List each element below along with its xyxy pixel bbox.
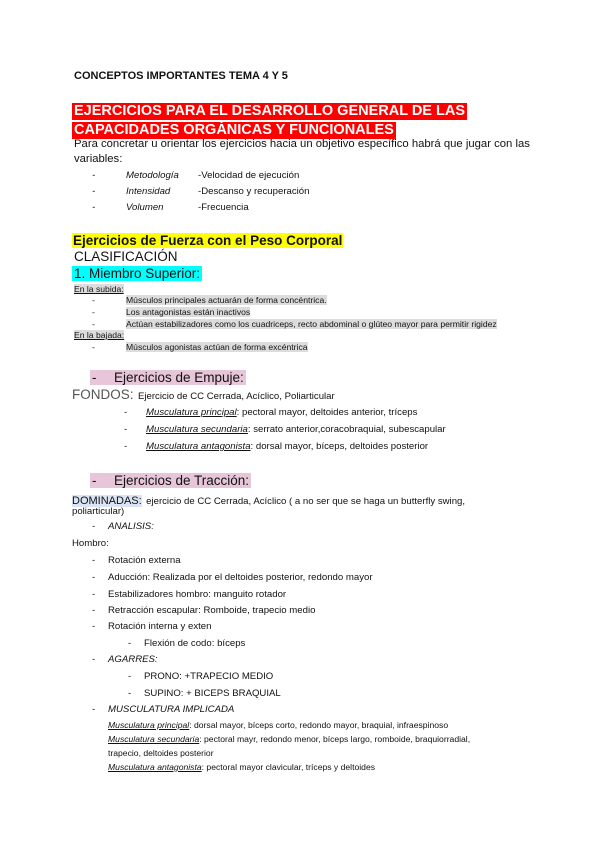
section-heading-line1: EJERCICIOS PARA EL DESARROLLO GENERAL DE LAS	[74, 103, 466, 119]
list-item: - Rotación externa	[92, 555, 181, 566]
clasificacion-label: CLASIFICACIÓN	[74, 249, 178, 264]
list-item: - Los antagonistas están inactivos	[92, 307, 251, 317]
muscle-row: Musculatura principal: dorsal mayor, bíceps corto, redondo mayor, braquial, infraespinoso	[108, 720, 449, 730]
list-item: - Músculos principales actuarán de forma concéntrica.	[92, 295, 327, 305]
muscle-row: - Musculatura principal: pectoral mayor, deltoides anterior, tríceps	[124, 407, 418, 418]
list-item: - Aducción: Realizada por el deltoides posterior, redondo mayor	[92, 572, 373, 583]
list-item: - Flexión de codo: bíceps	[128, 638, 246, 649]
muscle-row: Musculatura antagonista: pectoral mayor clavicular, tríceps y deltoides	[108, 762, 376, 772]
dominadas-line2: poliarticular)	[72, 506, 125, 517]
list-item: - PRONO: +TRAPECIO MEDIO	[128, 671, 274, 682]
list-item: - Rotación interna y exten	[92, 621, 212, 632]
agarres-item: - AGARRES:	[92, 654, 158, 665]
variable-row: - Volumen -Frecuencia	[92, 202, 249, 213]
muscle-row: Musculatura secundaria: pectoral mayr, redondo menor, bíceps largo, romboide, braquiorradial,	[108, 734, 471, 744]
list-item: - SUPINO: + BICEPS BRAQUIAL	[128, 688, 281, 699]
empuje-heading: - Ejercicios de Empuje:	[92, 370, 244, 385]
miembro-superior-heading: 1. Miembro Superior:	[74, 266, 201, 281]
list-item: - Estabilizadores hombro: manguito rotador	[92, 589, 287, 600]
musculatura-implicada-item: - MUSCULATURA IMPLICADA	[92, 704, 235, 715]
dominadas-line: DOMINADAS: ejercicio de CC Cerrada, Acíclico ( a no ser que se haga un butterfly swing,	[72, 495, 466, 507]
variable-row: - Metodología -Velocidad de ejecución	[92, 170, 300, 181]
intro-text-line2: variables:	[74, 153, 123, 165]
traccion-heading: - Ejercicios de Tracción:	[92, 473, 250, 488]
list-item: - Músculos agonistas actúan de forma excéntrica	[92, 342, 308, 352]
subida-label: En la subida:	[74, 284, 124, 294]
analisis-item: - ANALISIS:	[92, 521, 154, 532]
bajada-label: En la bajada:	[74, 330, 125, 340]
muscle-row: - Musculatura antagonista: dorsal mayor, bíceps, deltoides posterior	[124, 441, 429, 452]
intro-text-line1: Para concretar u orientar los ejercicios hacia un objetivo específico habrá que jugar con las	[74, 138, 530, 150]
muscle-row: - Musculatura secundaria: serrato anterior,coracobraquial, subescapular	[124, 424, 446, 435]
hombro-label: Hombro:	[72, 538, 109, 549]
fuerza-heading: Ejercicios de Fuerza con el Peso Corporal	[73, 233, 343, 248]
list-item: - Actúan estabilizadores como los cuadriceps, recto abdominal o glúteo mayor para permitir rigidez	[92, 319, 497, 329]
muscle-row-cont: trapecio, deltoides posterior	[108, 748, 214, 758]
document-title: CONCEPTOS IMPORTANTES TEMA 4 Y 5	[74, 70, 288, 82]
fondos-line: FONDOS: Ejercicio de CC Cerrada, Acíclico, Poliarticular	[72, 387, 335, 402]
section-heading-line2: CAPACIDADES ORGÁNICAS Y FUNCIONALES	[74, 122, 394, 138]
variable-row: - Intensidad -Descanso y recuperación	[92, 186, 310, 197]
list-item: - Retracción escapular: Romboide, trapecio medio	[92, 605, 316, 616]
